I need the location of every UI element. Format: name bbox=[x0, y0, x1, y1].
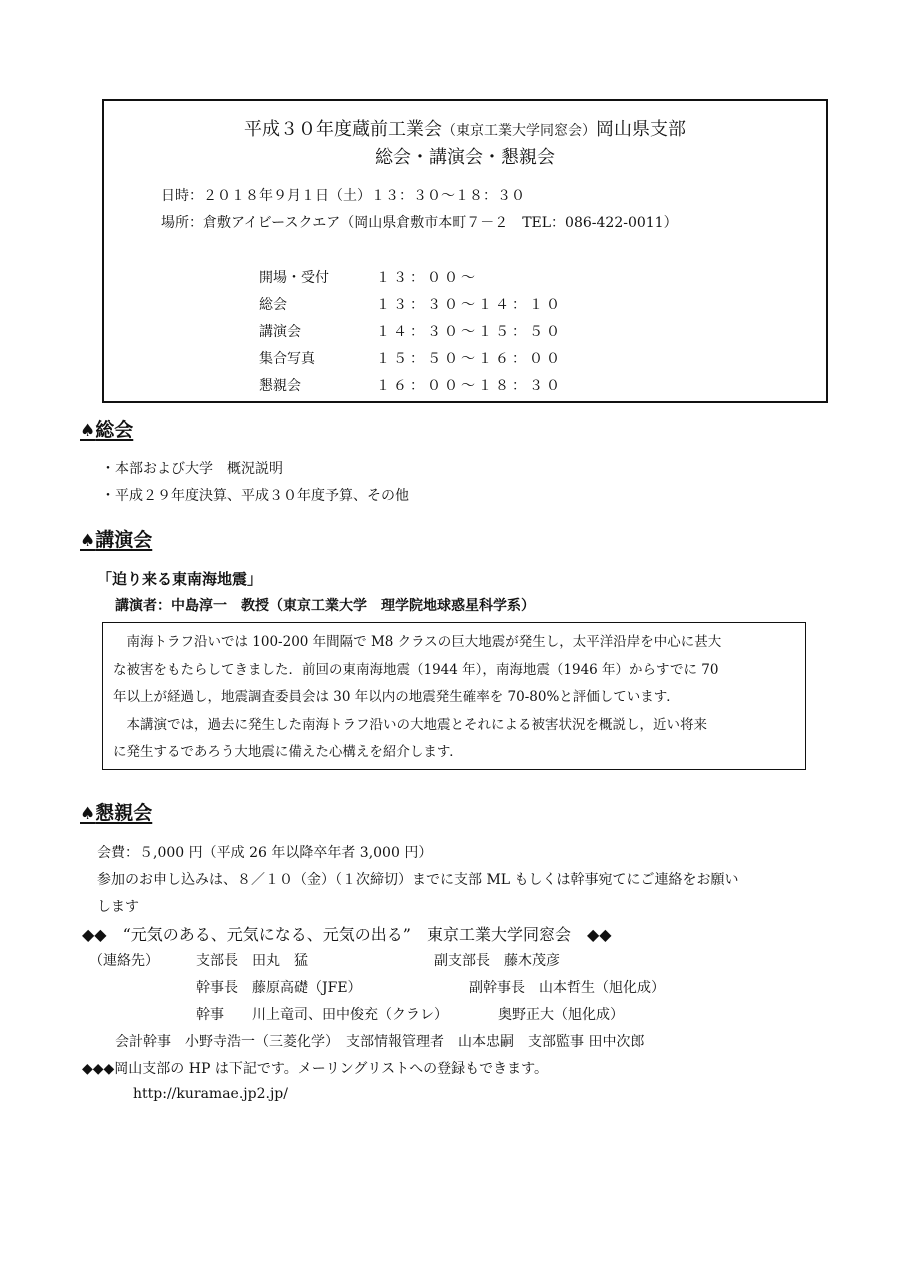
contact-vice-chief: 副支部長 藤木茂彦 bbox=[434, 953, 560, 969]
title-paren: （東京工業大学同窓会） bbox=[442, 123, 596, 139]
spade-icon: ♠ bbox=[80, 531, 96, 551]
party-apply-line: 参加のお申し込みは、８／１０（金）（１次締切）までに支部 ML もしくは幹事宛てにご連絡をお願い bbox=[97, 872, 739, 888]
abstract-line: に発生するであろう大地震に備えた心構えを紹介します． bbox=[113, 744, 463, 760]
title-branch: 岡山県支部 bbox=[596, 119, 686, 140]
abstract-line: 本講演では，過去に発生した南海トラフ沿いの大地震とそれによる被害状況を概説し，近い将来 bbox=[113, 716, 707, 733]
contact-secretary-general: 幹事長 藤原高礎（JFE） bbox=[196, 980, 362, 996]
contact-secretary-extra: 奥野正大（旭化成） bbox=[498, 1007, 624, 1023]
abstract-line: な被害をもたらしてきました．前回の東南海地震（1944 年），南海地震（1946 年）からすでに 70 bbox=[113, 661, 719, 678]
event-header-box bbox=[102, 99, 828, 403]
contact-label: （連絡先） bbox=[89, 953, 159, 969]
schedule-time: １４：３０～１５：５０ bbox=[376, 324, 563, 340]
party-heading-label: 懇親会 bbox=[95, 802, 153, 824]
schedule-label: 総会 bbox=[259, 297, 287, 313]
party-fee: 会費：５,000 円（平成 26 年以降卒年者 3,000 円） bbox=[97, 845, 433, 861]
lecture-title: 「迫り来る東南海地震」 bbox=[97, 570, 263, 588]
general-meeting-item: ・平成２９年度決算、平成３０年度予算、その他 bbox=[101, 488, 409, 504]
homepage-url[interactable]: http://kuramae.jp2.jp/ bbox=[133, 1086, 288, 1102]
homepage-note: ◆◆◆岡山支部の HP は下記です。メーリングリストへの登録もできます。 bbox=[82, 1061, 549, 1077]
spade-icon: ♠ bbox=[80, 421, 96, 441]
alumni-slogan: ◆◆ “元気のある、元気になる、元気の出る” 東京工業大学同窓会 ◆◆ bbox=[82, 925, 612, 944]
contact-secretaries: 幹事 川上竜司、田中俊充（クラレ） bbox=[196, 1007, 448, 1023]
schedule-time: １５：５０～１６：００ bbox=[376, 351, 563, 367]
schedule-time: １６：００～１８：３０ bbox=[376, 378, 563, 394]
abstract-line: 年以上が経過し，地震調査委員会は 30 年以内の地震発生確率を 70-80%と評価しています． bbox=[113, 689, 680, 705]
schedule-label: 開場・受付 bbox=[259, 270, 329, 286]
event-subtitle: 総会・講演会・懇親会 bbox=[375, 147, 555, 168]
title-main: 平成３０年度蔵前工業会 bbox=[244, 119, 442, 140]
schedule-time: １３：３０～１４：１０ bbox=[376, 297, 563, 313]
event-title bbox=[104, 115, 826, 141]
party-heading bbox=[80, 798, 152, 825]
party-apply-line: します bbox=[97, 899, 139, 915]
general-meeting-heading-label: 総会 bbox=[95, 419, 134, 441]
spade-icon: ♠ bbox=[80, 804, 96, 824]
schedule-label: 講演会 bbox=[259, 324, 301, 340]
general-meeting-heading bbox=[80, 415, 133, 442]
event-place: 場所：倉敷アイビースクエア（岡山県倉敷市本町７－２ TEL：086-422-0011） bbox=[161, 215, 678, 231]
lecture-heading-label: 講演会 bbox=[95, 529, 153, 551]
schedule-label: 集合写真 bbox=[259, 351, 315, 367]
contact-branch-chief: 支部長 田丸 猛 bbox=[196, 953, 308, 969]
contact-vice-secretary: 副幹事長 山本哲生（旭化成） bbox=[469, 980, 665, 996]
event-datetime: 日時：２０１８年９月１日（土）１３：３０～１８：３０ bbox=[161, 188, 525, 204]
lecture-heading bbox=[80, 525, 152, 552]
lecture-abstract-box bbox=[102, 622, 806, 770]
schedule-label: 懇親会 bbox=[259, 378, 301, 394]
lecture-abstract bbox=[113, 629, 797, 767]
lecturer-info: 講演者：中島淳一 教授（東京工業大学 理学院地球惑星科学系） bbox=[115, 598, 535, 614]
contact-officers: 会計幹事 小野寺浩一（三菱化学） 支部情報管理者 山本忠嗣 支部監事 田中次郎 bbox=[115, 1034, 645, 1050]
general-meeting-item: ・本部および大学 概況説明 bbox=[101, 461, 283, 477]
schedule-time: １３：００～ bbox=[376, 270, 478, 286]
abstract-line: 南海トラフ沿いでは 100-200 年間隔で M8 クラスの巨大地震が発生し，太平洋沿岸を中心に甚大 bbox=[113, 634, 722, 650]
